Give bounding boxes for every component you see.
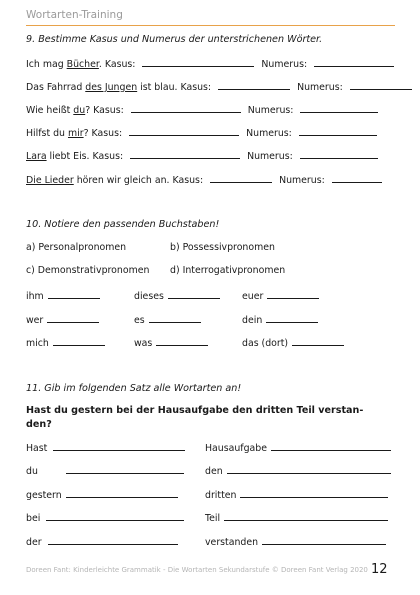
word-item xyxy=(134,289,220,302)
word-text: dieses xyxy=(134,291,164,302)
word-text: Hausaufgabe xyxy=(205,443,268,454)
sentence-word-item xyxy=(26,441,185,454)
sentence-word-item xyxy=(205,488,388,501)
sentence-word-item xyxy=(205,464,391,477)
answer-blank[interactable] xyxy=(66,488,178,498)
answer-blank[interactable] xyxy=(240,488,388,498)
word-text: der xyxy=(26,537,42,548)
answer-blank[interactable] xyxy=(267,289,319,299)
sentence-word-item xyxy=(26,535,178,548)
underlined-word: des Jungen xyxy=(85,82,138,93)
word-item xyxy=(26,313,99,326)
answer-blank[interactable] xyxy=(53,441,185,451)
task9-row-2 xyxy=(26,80,412,93)
option-c: c) Demonstrativpronomen xyxy=(26,265,150,276)
word-item xyxy=(242,313,318,326)
task9-row-3 xyxy=(26,103,378,116)
numerus-blank[interactable] xyxy=(314,57,394,67)
answer-blank[interactable] xyxy=(47,313,99,323)
footer-copyright: Doreen Fant: Kinderleichte Grammatik - Die Wortarten Sekundarstufe © Doreen Fant Verlag 2020 xyxy=(26,566,368,574)
row-text: ? Kasus: xyxy=(83,128,126,139)
sentence-word-item xyxy=(205,441,391,454)
kasus-blank[interactable] xyxy=(130,149,240,159)
word-text: den xyxy=(205,466,223,477)
answer-blank[interactable] xyxy=(156,336,208,346)
answer-blank[interactable] xyxy=(168,289,220,299)
task9-row-6 xyxy=(26,173,382,186)
word-item xyxy=(134,336,208,349)
word-text: das (dort) xyxy=(242,338,289,349)
row-text: ist blau. Kasus: xyxy=(137,82,215,93)
word-text: dritten xyxy=(205,490,237,501)
sentence-word-item xyxy=(205,511,388,524)
row-text: Das Fahrrad xyxy=(26,82,86,93)
sentence-word-item xyxy=(26,464,184,477)
underlined-word: du xyxy=(73,105,86,116)
task11-sentence-line-2: den? xyxy=(26,419,52,430)
word-text: wer xyxy=(26,315,44,326)
header-divider xyxy=(26,25,395,26)
page-header-title: Wortarten-Training xyxy=(26,9,123,21)
underlined-word: Bücher xyxy=(66,59,99,70)
row-text: ? Kasus: xyxy=(85,105,127,116)
page-number: 12 xyxy=(371,562,388,577)
underlined-word: mir xyxy=(67,128,84,139)
answer-blank[interactable] xyxy=(48,535,178,545)
word-text: Hast xyxy=(26,443,48,454)
answer-blank[interactable] xyxy=(266,313,318,323)
numerus-label: Numerus: xyxy=(279,175,328,186)
task9-row-4 xyxy=(26,126,377,139)
option-b: b) Possessivpronomen xyxy=(170,242,275,253)
task11-title: 11. Gib im folgenden Satz alle Wortarten an! xyxy=(26,383,242,394)
numerus-blank[interactable] xyxy=(299,126,377,136)
sentence-word-item xyxy=(205,535,386,548)
underlined-word: Lara xyxy=(26,151,47,162)
numerus-blank[interactable] xyxy=(300,103,378,113)
numerus-blank[interactable] xyxy=(332,173,382,183)
numerus-blank[interactable] xyxy=(350,80,412,90)
underlined-word: Die Lieder xyxy=(26,175,74,186)
answer-blank[interactable] xyxy=(149,313,201,323)
word-text: dein xyxy=(242,315,263,326)
numerus-label: Numerus: xyxy=(246,128,295,139)
kasus-blank[interactable] xyxy=(218,80,290,90)
numerus-label: Numerus: xyxy=(297,82,346,93)
word-item xyxy=(26,336,105,349)
task9-row-5 xyxy=(26,149,378,162)
word-text: ihm xyxy=(26,291,44,302)
row-text: Hilfst du xyxy=(26,128,68,139)
word-text: gestern xyxy=(26,490,62,501)
row-text: hören wir gleich an. Kasus: xyxy=(73,175,207,186)
row-text: . Kasus: xyxy=(98,59,139,70)
answer-blank[interactable] xyxy=(66,464,184,474)
kasus-blank[interactable] xyxy=(142,57,254,67)
row-text: liebt Eis. Kasus: xyxy=(46,151,127,162)
answer-blank[interactable] xyxy=(271,441,391,451)
option-a: a) Personalpronomen xyxy=(26,242,127,253)
word-text: mich xyxy=(26,338,49,349)
answer-blank[interactable] xyxy=(53,336,105,346)
sentence-word-item xyxy=(26,488,178,501)
answer-blank[interactable] xyxy=(224,511,388,521)
numerus-label: Numerus: xyxy=(261,59,311,70)
word-text: es xyxy=(134,315,145,326)
kasus-blank[interactable] xyxy=(210,173,272,183)
kasus-blank[interactable] xyxy=(131,103,241,113)
answer-blank[interactable] xyxy=(46,511,184,521)
numerus-blank[interactable] xyxy=(300,149,378,159)
word-text: euer xyxy=(242,291,264,302)
numerus-label: Numerus: xyxy=(247,105,297,116)
row-text: Wie heißt xyxy=(26,105,74,116)
word-text: was xyxy=(134,338,153,349)
word-text: verstanden xyxy=(205,537,259,548)
word-item xyxy=(242,289,319,302)
numerus-label: Numerus: xyxy=(247,151,296,162)
answer-blank[interactable] xyxy=(227,464,391,474)
word-text: du xyxy=(26,466,38,477)
kasus-blank[interactable] xyxy=(129,126,239,136)
option-d: d) Interrogativpronomen xyxy=(170,265,286,276)
answer-blank[interactable] xyxy=(292,336,344,346)
task11-sentence-line-1: Hast du gestern bei der Hausaufgabe den dritten Teil verstan- xyxy=(26,405,364,416)
answer-blank[interactable] xyxy=(48,289,100,299)
word-item xyxy=(242,336,344,349)
sentence-word-item xyxy=(26,511,184,524)
answer-blank[interactable] xyxy=(262,535,386,545)
row-text: Ich mag xyxy=(26,59,67,70)
task10-title: 10. Notiere den passenden Buchstaben! xyxy=(26,219,220,230)
word-text: bei xyxy=(26,513,41,524)
word-text: Teil xyxy=(205,513,221,524)
word-item xyxy=(26,289,100,302)
task9-row-1 xyxy=(26,57,394,70)
word-item xyxy=(134,313,201,326)
task9-title: 9. Bestimme Kasus und Numerus der unterstrichenen Wörter. xyxy=(26,34,323,45)
